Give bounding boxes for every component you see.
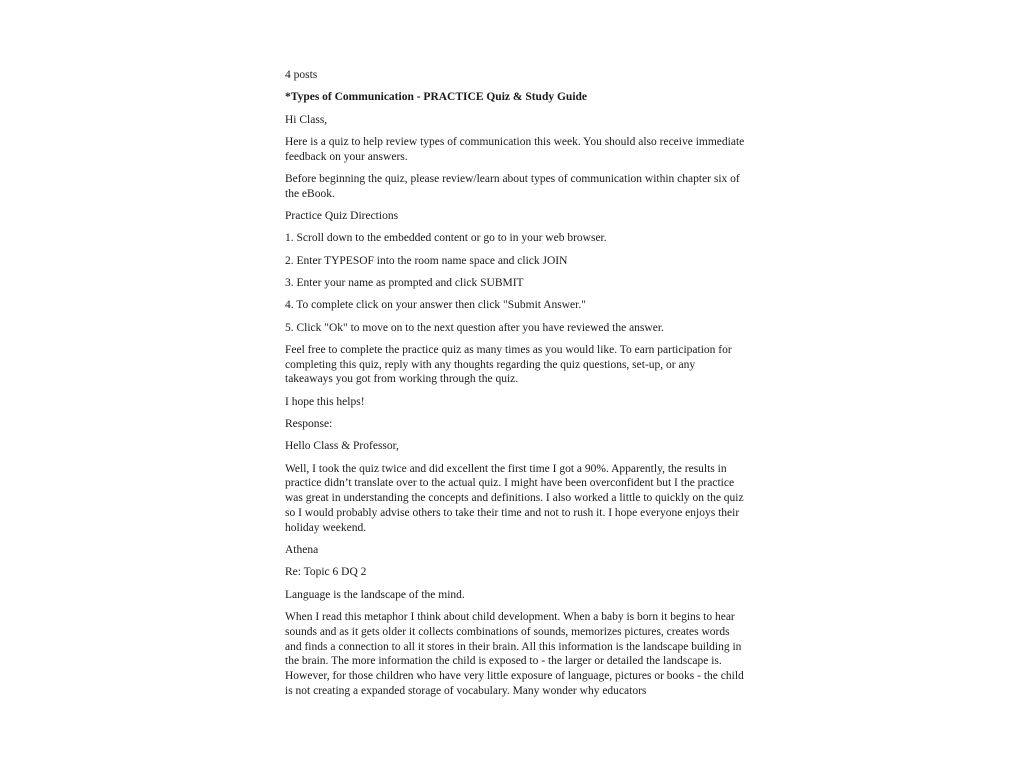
post-title: *Types of Communication - PRACTICE Quiz & Study Guide bbox=[285, 91, 588, 104]
response-body: Well, I took the quiz twice and did excellent the first time I got a 90%. Apparently, the results in practice didn’t translate over to the actual quiz. I might have been overconfident but I the practice was great in understanding the concepts and definitions. I also worked a little to quickly on the quiz so I would probably advise others to take their time and not to rush it. I hope everyone enjoys their holiday weekend. bbox=[285, 462, 744, 534]
response-signature: Athena bbox=[285, 544, 319, 557]
reply-quote: Language is the landscape of the mind. bbox=[285, 588, 465, 601]
direction-step: 3. Enter your name as prompted and click SUBMIT bbox=[285, 276, 524, 289]
response-label: Response: bbox=[285, 418, 333, 431]
direction-step: 4. To complete click on your answer then click "Submit Answer." bbox=[285, 299, 586, 312]
direction-step: 1. Scroll down to the embedded content or go to in your web browser. bbox=[285, 232, 607, 245]
post-closing: I hope this helps! bbox=[285, 395, 365, 408]
reply-subject: Re: Topic 6 DQ 2 bbox=[285, 566, 367, 579]
post-greeting: Hi Class, bbox=[285, 113, 328, 126]
post-count: 4 posts bbox=[285, 69, 318, 81]
directions-heading: Practice Quiz Directions bbox=[285, 210, 399, 223]
response-greeting: Hello Class & Professor, bbox=[285, 440, 399, 453]
reply-body: When I read this metaphor I think about child development. When a baby is born it begins to hear sounds and as it gets older it collects combinations of sounds, memorizes pictures, creates words and finds a connection to all it stores in their brain. All this information is the landscape building in the brain. The more information the child is exposed to - the larger or detailed the landscape is. However, for those children who have very little exposure of language, pictures or books - the child is not creating a expanded storage of vocabulary. Many wonder why educators bbox=[285, 611, 744, 697]
document-page bbox=[285, 68, 745, 706]
post-review-instruction: Before beginning the quiz, please review/learn about types of communication within chapter six of the eBook. bbox=[285, 172, 740, 200]
post-intro: Here is a quiz to help review types of communication this week. You should also receive immediate feedback on your answers. bbox=[285, 135, 745, 163]
participation-paragraph: Feel free to complete the practice quiz as many times as you would like. To earn participation for completing this quiz, reply with any thoughts regarding the quiz questions, set-up, or any takeaways you got from working through the quiz. bbox=[285, 343, 732, 386]
direction-step: 2. Enter TYPESOF into the room name space and click JOIN bbox=[285, 254, 568, 267]
direction-step: 5. Click "Ok" to move on to the next question after you have reviewed the answer. bbox=[285, 321, 664, 334]
